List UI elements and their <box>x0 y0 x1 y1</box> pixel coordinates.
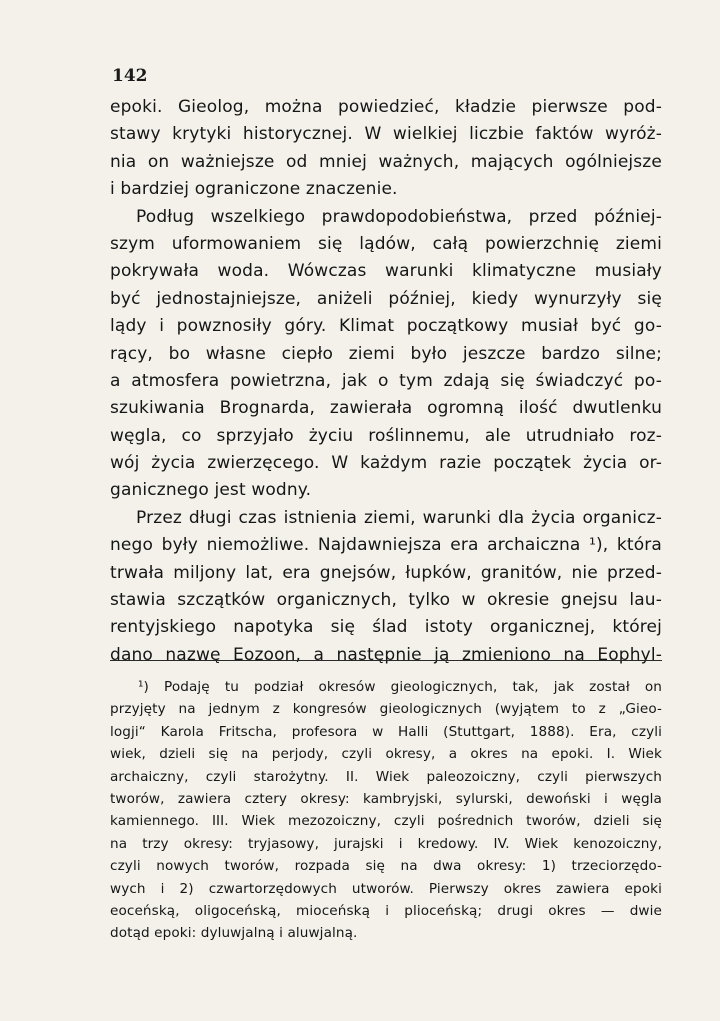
footnote-line: czyli nowych tworów, rozpada się na dwa okresy: 1) trzeciorzędo- <box>110 858 662 875</box>
text-line: być jednostajniejsze, aniżeli później, kiedy wynurzyły się <box>110 288 662 309</box>
text-line: szym uformowaniem się lądów, całą powierzchnię ziemi <box>110 233 662 254</box>
text-line: pokrywała woda. Wówczas warunki klimatyczne musiały <box>110 261 662 282</box>
footnote-line: przyjęty na jednym z kongresów gieologicznych (wyjątem to z „Gieo- <box>110 701 662 718</box>
footnote-line: na trzy okresy: tryjasowy, jurajski i kredowy. IV. Wiek kenozoiczny, <box>110 835 662 852</box>
text-line: a atmosfera powietrzna, jak o tym zdają się świadczyć po- <box>110 370 662 391</box>
footnote-line: kamiennego. III. Wiek mezozoiczny, czyli pośrednich tworów, dzieli się <box>110 813 662 830</box>
footnote-line: wiek, dzieli się na perjody, czyli okresy, a okres na epoki. I. Wiek <box>110 746 662 763</box>
footnote-line: ¹) Podaję tu podział okresów gieologicznych, tak, jak został on <box>138 679 662 695</box>
footnote-line: dotąd epoki: dyluwjalną i aluwjalną. <box>110 925 358 942</box>
text-line: stawia szczątków organicznych, tylko w okresie gnejsu lau- <box>110 590 662 611</box>
text-line: i bardziej ograniczone znaczenie. <box>110 179 398 200</box>
footnote-line: tworów, zawiera cztery okresy: kambryjski, sylurski, dewoński i węgla <box>110 790 662 807</box>
footnote-line: wych i 2) czwartorzędowych utworów. Pierwszy okres zawiera epoki <box>110 880 662 897</box>
text-line: węgla, co sprzyjało życiu roślinnemu, ale utrudniało roz- <box>110 425 662 446</box>
page-number: 142 <box>112 66 148 86</box>
text-line: epoki. Gieolog, można powiedzieć, kładzie pierwsze pod- <box>110 97 662 117</box>
text-line: wój życia zwierzęcego. W każdym razie początek życia or- <box>110 453 662 474</box>
body-text <box>110 94 662 669</box>
text-line: stawy krytyki historycznej. W wielkiej liczbie faktów wyróż- <box>110 124 662 145</box>
text-line: dano nazwę Eozoon, a następnie ją zmieniono na Eophyl- <box>110 644 662 665</box>
footnote <box>110 676 662 945</box>
text-line: Przez długi czas istnienia ziemi, warunki dla życia organicz- <box>136 507 662 528</box>
footnote-line: logji“ Karola Fritscha, profesora w Halli (Stuttgart, 1888). Era, czyli <box>110 723 662 740</box>
text-line: ganicznego jest wodny. <box>110 480 312 501</box>
text-line: rentyjskiego napotyka się ślad istoty organicznej, której <box>110 617 662 638</box>
text-line: trwała miljony lat, era gnejsów, łupków, granitów, nie przed- <box>110 562 662 583</box>
text-line: rący, bo własne ciepło ziemi było jeszcze bardzo silne; <box>110 343 662 364</box>
footnote-line: archaiczny, czyli starożytny. II. Wiek paleozoiczny, czyli pierwszych <box>110 768 662 785</box>
text-line: szukiwania Brognarda, zawierała ogromną ilość dwutlenku <box>110 398 662 419</box>
text-line: lądy i powznosiły góry. Klimat początkowy musiał być go- <box>110 316 662 337</box>
text-line: nia on ważniejsze od mniej ważnych, mających ogólniejsze <box>110 151 662 172</box>
footnote-divider <box>110 660 662 661</box>
text-line: Podług wszelkiego prawdopodobieństwa, przed później- <box>136 206 662 227</box>
footnote-line: eoceńską, oligoceńską, mioceńską i plioceńską; drugi okres — dwie <box>110 902 662 919</box>
text-line: nego były niemożliwe. Najdawniejsza era archaiczna ¹), która <box>110 535 662 556</box>
